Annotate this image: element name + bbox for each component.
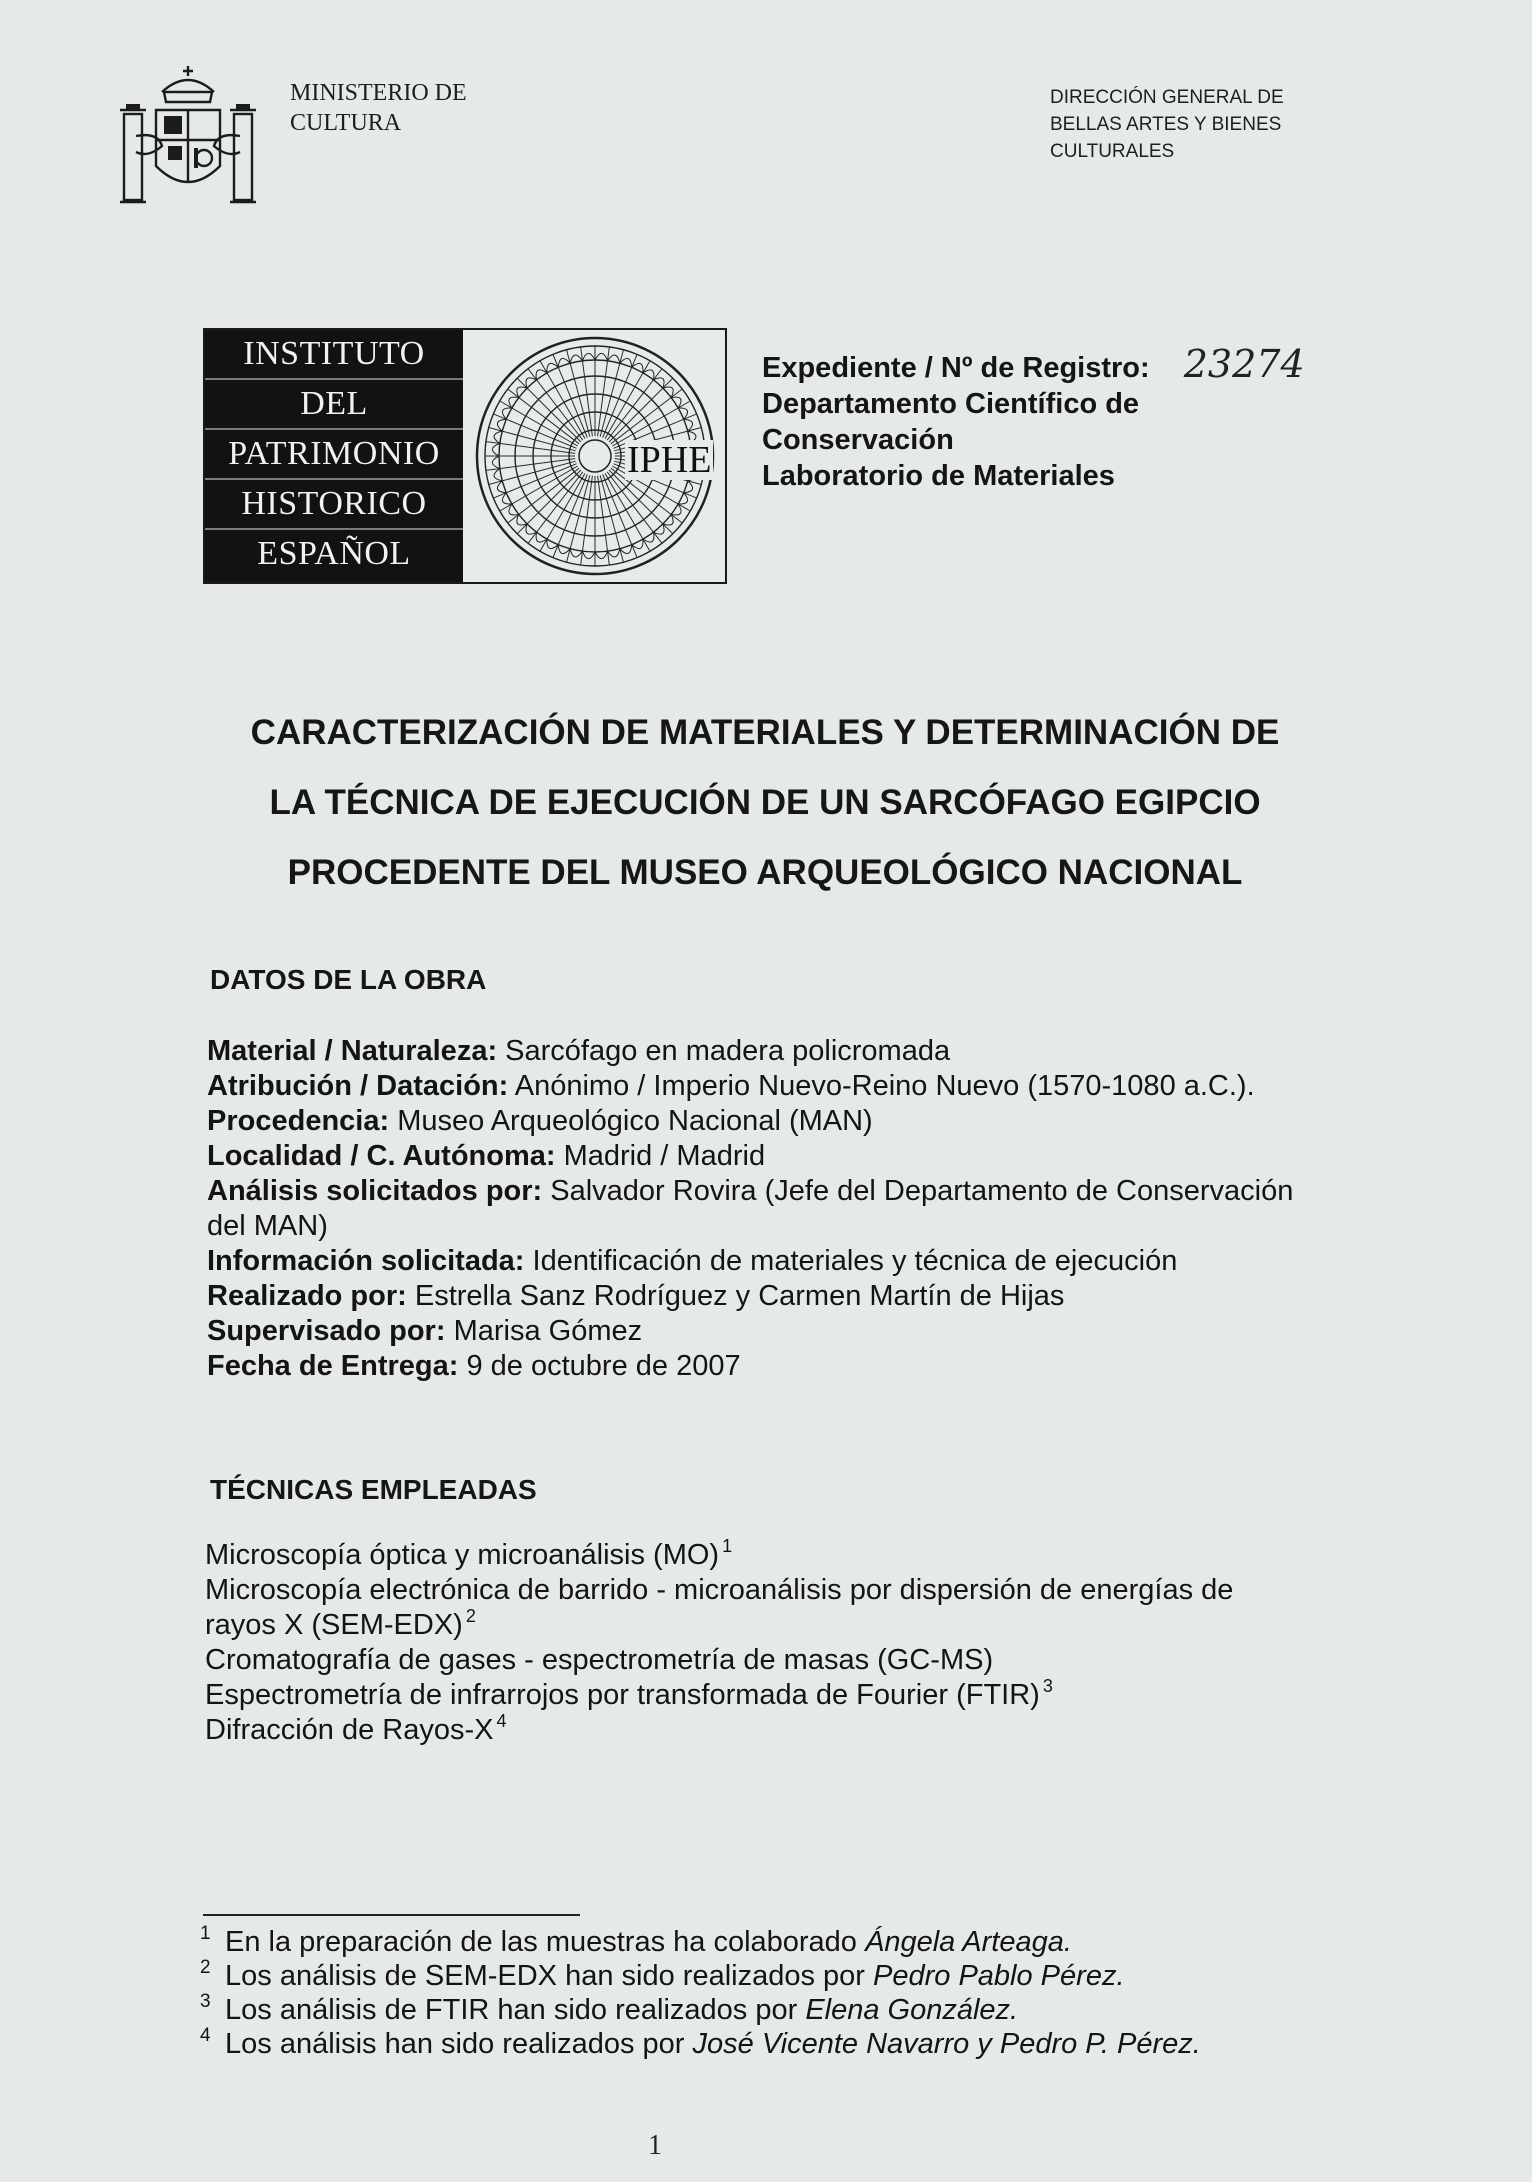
department-info — [762, 342, 1305, 494]
institute-logo-box — [203, 328, 727, 584]
department-line: Departamento Científico de — [762, 388, 1140, 420]
datos-label: Realizado por: — [207, 1280, 407, 1312]
datos-label: Localidad / C. Autónoma: — [207, 1140, 556, 1172]
datos-value: Madrid / Madrid — [563, 1140, 766, 1172]
tecnica-text: Microscopía electrónica de barrido - microanálisis por dispersión de energías de rayos X (SEM-EDX) — [205, 1574, 1234, 1641]
datos-value: Marisa Gómez — [453, 1315, 643, 1347]
footnote — [200, 2027, 1330, 2061]
footnote-author: José Vicente Navarro y Pedro P. Pérez. — [692, 2028, 1201, 2060]
page-number: 1 — [648, 2130, 662, 2161]
tecnica-item — [205, 1713, 1305, 1748]
ministry-name — [290, 78, 467, 138]
footnote-text: Los análisis de SEM-EDX han sido realizados por — [225, 1960, 865, 1992]
footnote-text: Los análisis han sido realizados por — [225, 2028, 685, 2060]
datos-label: Procedencia: — [207, 1105, 390, 1137]
institute-name-line: DEL — [205, 380, 463, 430]
title-line: LA TÉCNICA DE EJECUCIÓN DE UN SARCÓFAGO EGIPCIO — [269, 783, 1261, 822]
datos-label: Supervisado por: — [207, 1315, 446, 1347]
ministry-line: MINISTERIO DE — [290, 80, 467, 106]
datos-value: Museo Arqueológico Nacional (MAN) — [397, 1105, 873, 1137]
footnote — [200, 1959, 1330, 1993]
datos-label: Material / Naturaleza: — [207, 1035, 498, 1067]
datos-value: Sarcófago en madera policromada — [505, 1035, 951, 1067]
datos-label: Análisis solicitados por: — [207, 1175, 543, 1207]
direccion-general — [1050, 84, 1350, 165]
datos-value: Identificación de materiales y técnica de ejecución — [532, 1245, 1178, 1277]
datos-heading: DATOS DE LA OBRA — [210, 964, 487, 995]
tecnica-text: Cromatografía de gases - espectrometría de masas (GC-MS) — [205, 1644, 994, 1676]
datos-value: Salvador Rovira (Jefe del Departamento de Conservación del MAN) — [207, 1175, 1294, 1242]
footnote-ref: 4 — [496, 1711, 507, 1731]
department-line: Laboratorio de Materiales — [762, 460, 1115, 492]
registro-number: 23274 — [1183, 342, 1305, 386]
footnote-author: Pedro Pablo Pérez. — [873, 1960, 1125, 1992]
tecnica-item — [205, 1643, 1305, 1678]
datos-row — [207, 1279, 1307, 1314]
footnote-ref: 3 — [1042, 1676, 1053, 1696]
datos-row — [207, 1034, 1307, 1069]
datos-row — [207, 1174, 1307, 1244]
datos-row — [207, 1104, 1307, 1139]
direccion-line: DIRECCIÓN GENERAL DE — [1050, 87, 1284, 108]
footnote-author: Elena González. — [805, 1994, 1019, 2026]
direccion-line: CULTURALES — [1050, 141, 1175, 162]
tecnica-item — [205, 1538, 1305, 1573]
footnote — [200, 1925, 1330, 1959]
institute-name-line: PATRIMONIO — [205, 430, 463, 480]
title-line: PROCEDENTE DEL MUSEO ARQUEOLÓGICO NACIONAL — [287, 853, 1243, 892]
footnotes — [200, 1925, 1330, 2061]
footnote-number: 3 — [200, 1991, 211, 2012]
footnote-number: 4 — [200, 2025, 211, 2046]
datos-label: Atribución / Datación: — [207, 1070, 509, 1102]
footnote-text: En la preparación de las muestras ha colaborado — [225, 1926, 857, 1958]
datos-row — [207, 1139, 1307, 1174]
tecnicas-list — [205, 1538, 1305, 1748]
tecnica-item — [205, 1573, 1305, 1643]
expediente-label: Expediente / Nº de Registro: — [762, 352, 1150, 384]
document-title — [200, 698, 1330, 908]
department-line: Conservación — [762, 424, 954, 456]
tecnica-item — [205, 1678, 1305, 1713]
datos-row — [207, 1244, 1307, 1279]
coat-of-arms-icon — [118, 62, 258, 212]
footnote-ref: 1 — [722, 1536, 733, 1556]
direccion-line: BELLAS ARTES Y BIENES — [1050, 114, 1282, 135]
tecnica-text: Espectrometría de infrarrojos por transformada de Fourier (FTIR) — [205, 1679, 1040, 1711]
footnote-text: Los análisis de FTIR han sido realizados por — [225, 1994, 798, 2026]
footnote-ref: 2 — [465, 1606, 476, 1626]
datos-value: Estrella Sanz Rodríguez y Carmen Martín de Hijas — [414, 1280, 1065, 1312]
datos-row — [207, 1349, 1307, 1384]
institute-name-block — [205, 330, 463, 582]
datos-row — [207, 1314, 1307, 1349]
institute-name-line: HISTORICO — [205, 480, 463, 530]
tecnica-text: Difracción de Rayos-X — [205, 1714, 494, 1746]
tecnicas-heading: TÉCNICAS EMPLEADAS — [210, 1474, 537, 1505]
ministry-line: CULTURA — [290, 110, 402, 136]
title-line: CARACTERIZACIÓN DE MATERIALES Y DETERMINACIÓN DE — [250, 713, 1280, 752]
footnote-number: 1 — [200, 1923, 211, 1944]
institute-name-line: INSTITUTO — [205, 330, 463, 380]
footnote-number: 2 — [200, 1957, 211, 1978]
datos-list — [207, 1034, 1307, 1384]
datos-label: Fecha de Entrega: — [207, 1350, 459, 1382]
institute-name-line: ESPAÑOL — [257, 535, 411, 572]
footnote — [200, 1993, 1330, 2027]
tecnica-text: Microscopía óptica y microanálisis (MO) — [205, 1539, 720, 1571]
datos-value: 9 de octubre de 2007 — [466, 1350, 741, 1382]
datos-label: Información solicitada: — [207, 1245, 525, 1277]
datos-row — [207, 1069, 1307, 1104]
expediente-line — [762, 342, 1305, 386]
footnote-divider — [203, 1914, 580, 1916]
iphe-logo-text: IPHE — [627, 439, 712, 481]
datos-value: Anónimo / Imperio Nuevo-Reino Nuevo (1570-1080 a.C.). — [514, 1070, 1255, 1102]
footnote-author: Ángela Arteaga. — [865, 1926, 1072, 1958]
